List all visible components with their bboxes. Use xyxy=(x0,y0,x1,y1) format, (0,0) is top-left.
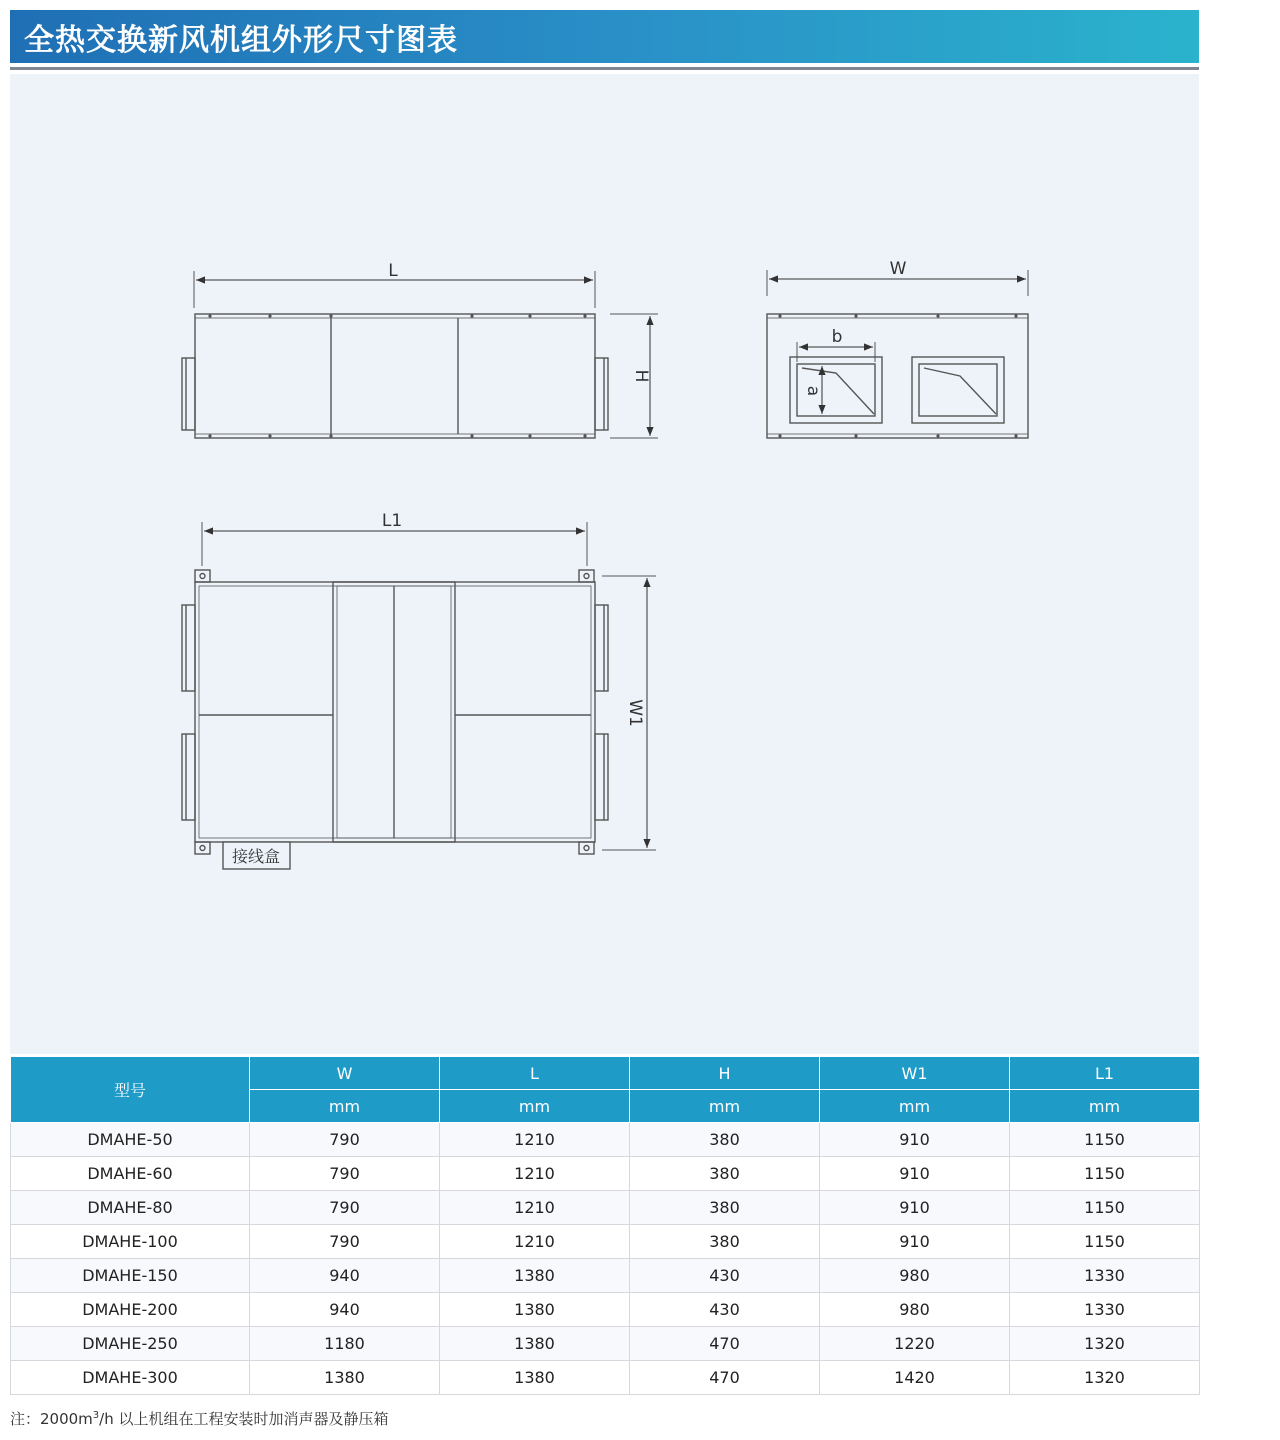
cell-L1: 1320 xyxy=(1010,1361,1200,1395)
table-row xyxy=(11,1327,1200,1361)
header-row-names xyxy=(11,1057,1200,1090)
label-L: L xyxy=(388,261,398,281)
cell-L: 1210 xyxy=(440,1157,630,1191)
table-row xyxy=(11,1259,1200,1293)
cell-W1: 910 xyxy=(820,1123,1010,1157)
footnote-suffix: /h 以上机组在工程安装时加消声器及静压箱 xyxy=(99,1410,389,1428)
cell-L: 1380 xyxy=(440,1293,630,1327)
cell-model: DMAHE-200 xyxy=(11,1293,250,1327)
table-row xyxy=(11,1123,1200,1157)
cell-H: 470 xyxy=(630,1361,820,1395)
header-banner xyxy=(10,10,1199,63)
table-row xyxy=(11,1157,1200,1191)
col-header-L: L xyxy=(440,1057,630,1090)
col-header-W1: W1 xyxy=(820,1057,1010,1090)
cell-H: 430 xyxy=(630,1293,820,1327)
cell-L: 1210 xyxy=(440,1123,630,1157)
cell-L: 1380 xyxy=(440,1259,630,1293)
page-title: 全热交换新风机组外形尺寸图表 xyxy=(24,22,458,58)
col-unit-W: mm xyxy=(250,1090,440,1123)
cell-H: 380 xyxy=(630,1191,820,1225)
dimension-drawing-svg xyxy=(10,74,1199,1054)
dimension-drawing xyxy=(10,74,1199,1054)
label-L1: L1 xyxy=(381,511,403,531)
cell-L1: 1330 xyxy=(1010,1259,1200,1293)
cell-model: DMAHE-60 xyxy=(11,1157,250,1191)
cell-L: 1210 xyxy=(440,1225,630,1259)
footnote xyxy=(10,1408,389,1429)
cell-W: 940 xyxy=(250,1293,440,1327)
cell-W: 790 xyxy=(250,1225,440,1259)
cell-model: DMAHE-80 xyxy=(11,1191,250,1225)
cell-W1: 910 xyxy=(820,1225,1010,1259)
cell-L1: 1330 xyxy=(1010,1293,1200,1327)
table-row xyxy=(11,1191,1200,1225)
label-b: b xyxy=(831,327,843,347)
col-unit-H: mm xyxy=(630,1090,820,1123)
spec-table xyxy=(10,1056,1200,1395)
footnote-prefix: 注：2000m xyxy=(10,1410,93,1428)
cell-H: 470 xyxy=(630,1327,820,1361)
col-header-H: H xyxy=(630,1057,820,1090)
cell-W1: 910 xyxy=(820,1157,1010,1191)
cell-L1: 1320 xyxy=(1010,1327,1200,1361)
cell-L1: 1150 xyxy=(1010,1157,1200,1191)
header-divider xyxy=(10,67,1199,70)
cell-L1: 1150 xyxy=(1010,1123,1200,1157)
cell-L: 1210 xyxy=(440,1191,630,1225)
cell-W1: 1420 xyxy=(820,1361,1010,1395)
cell-W: 940 xyxy=(250,1259,440,1293)
cell-W1: 980 xyxy=(820,1293,1010,1327)
col-header-W: W xyxy=(250,1057,440,1090)
front-view xyxy=(182,271,658,438)
cell-W: 790 xyxy=(250,1123,440,1157)
cell-W: 790 xyxy=(250,1157,440,1191)
cell-W1: 980 xyxy=(820,1259,1010,1293)
col-header-model: 型号 xyxy=(11,1057,250,1123)
cell-L1: 1150 xyxy=(1010,1225,1200,1259)
cell-W: 1180 xyxy=(250,1327,440,1361)
cell-model: DMAHE-150 xyxy=(11,1259,250,1293)
footnote-sup: 3 xyxy=(92,1410,100,1421)
cell-model: DMAHE-100 xyxy=(11,1225,250,1259)
cell-W1: 1220 xyxy=(820,1327,1010,1361)
label-W1: W1 xyxy=(625,699,645,727)
table-row xyxy=(11,1293,1200,1327)
col-unit-W1: mm xyxy=(820,1090,1010,1123)
junction-box-label: 接线盒 xyxy=(231,847,281,866)
top-view xyxy=(182,522,656,869)
col-header-L1: L1 xyxy=(1010,1057,1200,1090)
cell-model: DMAHE-300 xyxy=(11,1361,250,1395)
label-W: W xyxy=(889,259,907,279)
cell-H: 380 xyxy=(630,1123,820,1157)
col-unit-L1: mm xyxy=(1010,1090,1200,1123)
cell-H: 430 xyxy=(630,1259,820,1293)
cell-H: 380 xyxy=(630,1157,820,1191)
cell-H: 380 xyxy=(630,1225,820,1259)
cell-W: 790 xyxy=(250,1191,440,1225)
cell-W: 1380 xyxy=(250,1361,440,1395)
side-view xyxy=(767,270,1028,438)
cell-W1: 910 xyxy=(820,1191,1010,1225)
label-a: a xyxy=(803,385,823,397)
cell-model: DMAHE-50 xyxy=(11,1123,250,1157)
label-H: H xyxy=(631,369,651,383)
cell-L: 1380 xyxy=(440,1361,630,1395)
table-row xyxy=(11,1361,1200,1395)
cell-L1: 1150 xyxy=(1010,1191,1200,1225)
table-row xyxy=(11,1225,1200,1259)
col-unit-L: mm xyxy=(440,1090,630,1123)
cell-L: 1380 xyxy=(440,1327,630,1361)
cell-model: DMAHE-250 xyxy=(11,1327,250,1361)
